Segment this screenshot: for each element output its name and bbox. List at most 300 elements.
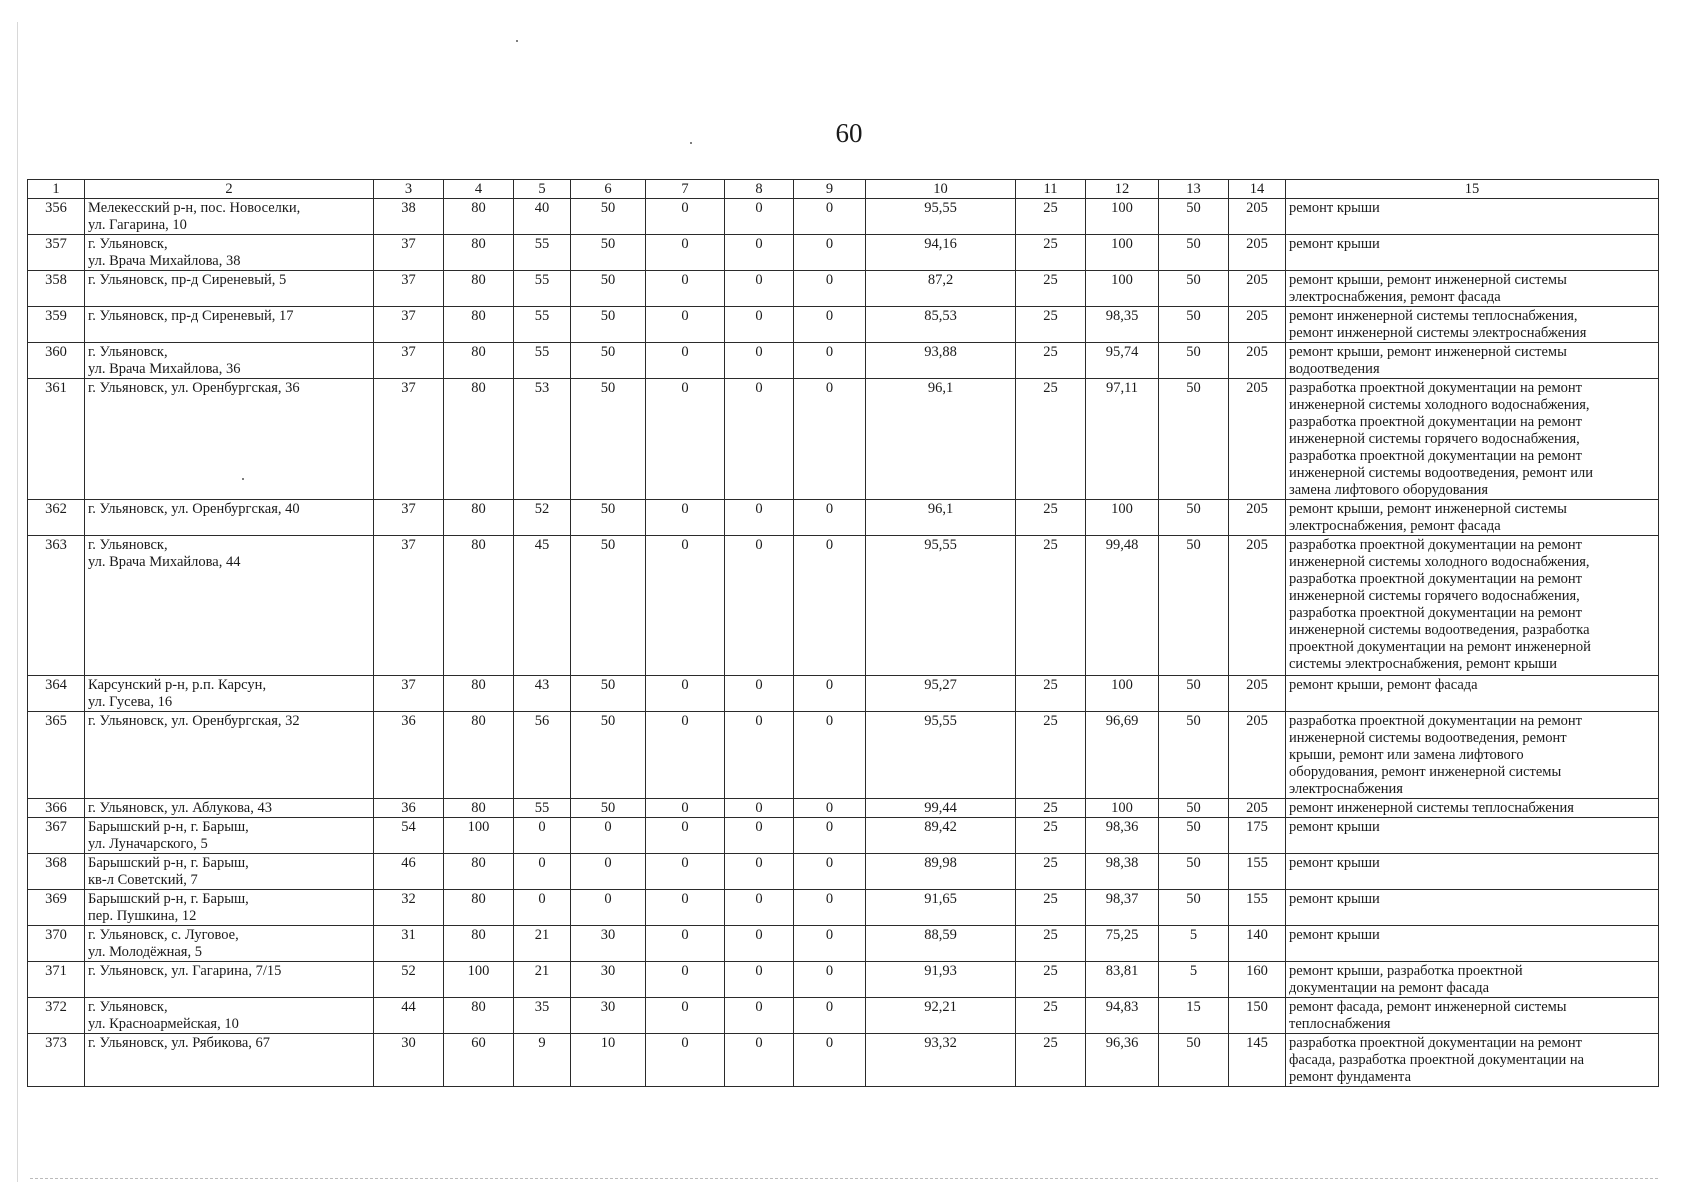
value-cell-col-14: 205 [1229, 307, 1286, 343]
works-line: разработка проектной документации на ремонт [1289, 571, 1582, 587]
works-line: разработка проектной документации на ремонт [1289, 537, 1582, 553]
value-cell-col-4: 80 [444, 199, 514, 235]
works-line: ремонт крыши [1289, 236, 1380, 252]
row-number-cell: 368 [28, 854, 85, 890]
page-number: 60 [835, 118, 863, 148]
address-cell [85, 962, 374, 998]
value-cell-col-6: 50 [571, 235, 646, 271]
value-cell-col-4: 80 [444, 712, 514, 799]
works-line: инженерной системы горячего водоснабжения, [1289, 588, 1580, 604]
value-cell-col-4: 100 [444, 962, 514, 998]
value-cell-col-7: 0 [646, 343, 725, 379]
value-cell-col-10: 95,27 [866, 676, 1016, 712]
value-cell-col-13: 50 [1159, 271, 1229, 307]
value-cell-col-9: 0 [794, 676, 866, 712]
value-cell-col-8: 0 [725, 799, 794, 818]
address-line: г. Ульяновск, ул. Рябикова, 67 [88, 1035, 271, 1051]
value-cell-col-4: 80 [444, 379, 514, 500]
value-cell-col-5: 21 [514, 926, 571, 962]
value-cell-col-7: 0 [646, 712, 725, 799]
value-cell-col-12: 97,11 [1086, 379, 1159, 500]
address-line: г. Ульяновск, [88, 236, 168, 252]
address-line: г. Ульяновск, ул. Аблукова, 43 [88, 800, 272, 816]
value-cell-col-8: 0 [725, 500, 794, 536]
value-cell-col-12: 100 [1086, 676, 1159, 712]
value-cell-col-14: 155 [1229, 890, 1286, 926]
table-row [28, 998, 1659, 1034]
column-header-8: 8 [725, 180, 794, 199]
column-header-5: 5 [514, 180, 571, 199]
value-cell-col-3: 52 [374, 962, 444, 998]
address-line: г. Ульяновск, с. Луговое, [88, 927, 239, 943]
value-cell-col-4: 80 [444, 890, 514, 926]
row-number-cell: 360 [28, 343, 85, 379]
works-line: разработка проектной документации на ремонт [1289, 380, 1582, 396]
repair-schedule-table [27, 179, 1659, 1087]
column-header-11: 11 [1016, 180, 1086, 199]
value-cell-col-11: 25 [1016, 799, 1086, 818]
value-cell-col-4: 80 [444, 926, 514, 962]
address-line: ул. Красноармейская, 10 [88, 1016, 239, 1032]
value-cell-col-13: 50 [1159, 343, 1229, 379]
value-cell-col-11: 25 [1016, 998, 1086, 1034]
address-cell [85, 998, 374, 1034]
value-cell-col-10: 91,65 [866, 890, 1016, 926]
value-cell-col-3: 31 [374, 926, 444, 962]
value-cell-col-13: 50 [1159, 890, 1229, 926]
value-cell-col-11: 25 [1016, 890, 1086, 926]
value-cell-col-12: 96,69 [1086, 712, 1159, 799]
column-header-2: 2 [85, 180, 374, 199]
value-cell-col-12: 95,74 [1086, 343, 1159, 379]
value-cell-col-5: 0 [514, 890, 571, 926]
row-number-cell: 367 [28, 818, 85, 854]
works-line: инженерной системы водоотведения, разработка [1289, 622, 1590, 638]
works-line: ремонт крыши [1289, 200, 1380, 216]
value-cell-col-13: 50 [1159, 307, 1229, 343]
value-cell-col-5: 55 [514, 799, 571, 818]
value-cell-col-5: 35 [514, 998, 571, 1034]
address-line: ул. Луначарского, 5 [88, 836, 208, 852]
value-cell-col-13: 50 [1159, 536, 1229, 676]
column-header-10: 10 [866, 180, 1016, 199]
value-cell-col-8: 0 [725, 890, 794, 926]
value-cell-col-7: 0 [646, 854, 725, 890]
works-line: инженерной системы водоотведения, ремонт или [1289, 465, 1594, 481]
works-line: электроснабжения, ремонт фасада [1289, 289, 1501, 305]
address-line: г. Ульяновск, ул. Оренбургская, 32 [88, 713, 300, 729]
works-line: ремонт крыши, ремонт инженерной системы [1289, 272, 1567, 288]
value-cell-col-13: 50 [1159, 1034, 1229, 1087]
value-cell-col-5: 40 [514, 199, 571, 235]
value-cell-col-7: 0 [646, 235, 725, 271]
column-header-7: 7 [646, 180, 725, 199]
value-cell-col-9: 0 [794, 271, 866, 307]
value-cell-col-3: 32 [374, 890, 444, 926]
value-cell-col-6: 50 [571, 536, 646, 676]
scan-edge [17, 22, 18, 1182]
value-cell-col-14: 150 [1229, 998, 1286, 1034]
address-cell [85, 799, 374, 818]
value-cell-col-13: 50 [1159, 676, 1229, 712]
value-cell-col-3: 37 [374, 235, 444, 271]
value-cell-col-3: 30 [374, 1034, 444, 1087]
value-cell-col-11: 25 [1016, 199, 1086, 235]
value-cell-col-7: 0 [646, 1034, 725, 1087]
address-line: Барышский р-н, г. Барыш, [88, 819, 249, 835]
address-line: ул. Врача Михайлова, 38 [88, 253, 241, 269]
works-cell [1286, 536, 1659, 676]
value-cell-col-6: 0 [571, 818, 646, 854]
value-cell-col-5: 52 [514, 500, 571, 536]
value-cell-col-5: 43 [514, 676, 571, 712]
value-cell-col-10: 99,44 [866, 799, 1016, 818]
works-cell [1286, 500, 1659, 536]
table-row [28, 1034, 1659, 1087]
value-cell-col-7: 0 [646, 500, 725, 536]
value-cell-col-5: 53 [514, 379, 571, 500]
value-cell-col-6: 10 [571, 1034, 646, 1087]
table-row [28, 343, 1659, 379]
value-cell-col-6: 30 [571, 926, 646, 962]
value-cell-col-5: 55 [514, 235, 571, 271]
value-cell-col-8: 0 [725, 235, 794, 271]
address-line: ул. Гагарина, 10 [88, 217, 187, 233]
value-cell-col-11: 25 [1016, 500, 1086, 536]
row-number-cell: 366 [28, 799, 85, 818]
column-header-4: 4 [444, 180, 514, 199]
value-cell-col-7: 0 [646, 926, 725, 962]
value-cell-col-6: 50 [571, 379, 646, 500]
value-cell-col-11: 25 [1016, 235, 1086, 271]
value-cell-col-12: 94,83 [1086, 998, 1159, 1034]
works-line: ремонт крыши [1289, 927, 1380, 943]
value-cell-col-14: 205 [1229, 199, 1286, 235]
value-cell-col-4: 80 [444, 799, 514, 818]
address-line: кв-л Советский, 7 [88, 872, 198, 888]
value-cell-col-13: 15 [1159, 998, 1229, 1034]
address-line: г. Ульяновск, [88, 537, 168, 553]
value-cell-col-9: 0 [794, 500, 866, 536]
value-cell-col-9: 0 [794, 818, 866, 854]
value-cell-col-3: 37 [374, 500, 444, 536]
value-cell-col-5: 56 [514, 712, 571, 799]
address-line: г. Ульяновск, ул. Гагарина, 7/15 [88, 963, 282, 979]
value-cell-col-8: 0 [725, 818, 794, 854]
row-number-cell: 362 [28, 500, 85, 536]
value-cell-col-11: 25 [1016, 854, 1086, 890]
table-row [28, 799, 1659, 818]
address-cell [85, 926, 374, 962]
value-cell-col-13: 50 [1159, 799, 1229, 818]
value-cell-col-14: 205 [1229, 271, 1286, 307]
value-cell-col-10: 89,42 [866, 818, 1016, 854]
value-cell-col-12: 96,36 [1086, 1034, 1159, 1087]
address-line: ул. Врача Михайлова, 36 [88, 361, 241, 377]
works-line: ремонт крыши [1289, 819, 1380, 835]
works-cell [1286, 799, 1659, 818]
works-cell [1286, 962, 1659, 998]
works-line: ремонт крыши, ремонт инженерной системы [1289, 501, 1567, 517]
table-row [28, 307, 1659, 343]
value-cell-col-14: 205 [1229, 536, 1286, 676]
column-header-1: 1 [28, 180, 85, 199]
value-cell-col-3: 37 [374, 379, 444, 500]
works-line: инженерной системы водоотведения, ремонт [1289, 730, 1567, 746]
works-cell [1286, 818, 1659, 854]
value-cell-col-8: 0 [725, 854, 794, 890]
value-cell-col-3: 37 [374, 536, 444, 676]
value-cell-col-10: 96,1 [866, 500, 1016, 536]
value-cell-col-12: 83,81 [1086, 962, 1159, 998]
works-line: электроснабжения [1289, 781, 1403, 797]
value-cell-col-10: 91,93 [866, 962, 1016, 998]
value-cell-col-6: 50 [571, 500, 646, 536]
value-cell-col-9: 0 [794, 307, 866, 343]
value-cell-col-6: 50 [571, 712, 646, 799]
value-cell-col-3: 37 [374, 307, 444, 343]
value-cell-col-5: 0 [514, 818, 571, 854]
value-cell-col-7: 0 [646, 962, 725, 998]
works-line: разработка проектной документации на ремонт [1289, 448, 1582, 464]
value-cell-col-14: 205 [1229, 500, 1286, 536]
value-cell-col-4: 80 [444, 676, 514, 712]
value-cell-col-9: 0 [794, 890, 866, 926]
value-cell-col-12: 98,35 [1086, 307, 1159, 343]
value-cell-col-13: 50 [1159, 500, 1229, 536]
value-cell-col-10: 95,55 [866, 199, 1016, 235]
works-line: инженерной системы холодного водоснабжения, [1289, 397, 1590, 413]
value-cell-col-6: 50 [571, 199, 646, 235]
address-cell [85, 235, 374, 271]
column-header-9: 9 [794, 180, 866, 199]
value-cell-col-11: 25 [1016, 818, 1086, 854]
value-cell-col-12: 99,48 [1086, 536, 1159, 676]
row-number-cell: 358 [28, 271, 85, 307]
works-line: проектной документации на ремонт инженерной [1289, 639, 1591, 655]
address-cell [85, 676, 374, 712]
value-cell-col-11: 25 [1016, 962, 1086, 998]
value-cell-col-14: 205 [1229, 235, 1286, 271]
works-line: системы электроснабжения, ремонт крыши [1289, 656, 1557, 672]
value-cell-col-10: 96,1 [866, 379, 1016, 500]
value-cell-col-3: 46 [374, 854, 444, 890]
value-cell-col-4: 80 [444, 307, 514, 343]
value-cell-col-10: 92,21 [866, 998, 1016, 1034]
address-cell [85, 199, 374, 235]
works-line: разработка проектной документации на ремонт [1289, 605, 1582, 621]
value-cell-col-6: 50 [571, 307, 646, 343]
value-cell-col-13: 50 [1159, 379, 1229, 500]
value-cell-col-4: 80 [444, 235, 514, 271]
value-cell-col-14: 205 [1229, 343, 1286, 379]
value-cell-col-10: 85,53 [866, 307, 1016, 343]
table-row [28, 379, 1659, 500]
value-cell-col-14: 160 [1229, 962, 1286, 998]
works-line: оборудования, ремонт инженерной системы [1289, 764, 1562, 780]
value-cell-col-3: 54 [374, 818, 444, 854]
value-cell-col-6: 0 [571, 854, 646, 890]
table-row [28, 235, 1659, 271]
value-cell-col-7: 0 [646, 379, 725, 500]
value-cell-col-8: 0 [725, 271, 794, 307]
works-cell [1286, 379, 1659, 500]
value-cell-col-10: 95,55 [866, 712, 1016, 799]
address-line: г. Ульяновск, ул. Оренбургская, 40 [88, 501, 300, 517]
value-cell-col-8: 0 [725, 962, 794, 998]
value-cell-col-14: 175 [1229, 818, 1286, 854]
value-cell-col-7: 0 [646, 998, 725, 1034]
row-number-cell: 363 [28, 536, 85, 676]
value-cell-col-3: 44 [374, 998, 444, 1034]
value-cell-col-7: 0 [646, 676, 725, 712]
value-cell-col-13: 5 [1159, 926, 1229, 962]
table-row [28, 818, 1659, 854]
works-line: разработка проектной документации на ремонт [1289, 713, 1582, 729]
value-cell-col-9: 0 [794, 235, 866, 271]
address-line: Барышский р-н, г. Барыш, [88, 891, 249, 907]
works-cell [1286, 199, 1659, 235]
works-line: ремонт крыши [1289, 855, 1380, 871]
value-cell-col-12: 100 [1086, 271, 1159, 307]
address-cell [85, 343, 374, 379]
works-cell [1286, 1034, 1659, 1087]
value-cell-col-4: 80 [444, 854, 514, 890]
address-line: Мелекесский р-н, пос. Новоселки, [88, 200, 301, 216]
column-header-12: 12 [1086, 180, 1159, 199]
works-cell [1286, 235, 1659, 271]
value-cell-col-7: 0 [646, 536, 725, 676]
value-cell-col-14: 205 [1229, 676, 1286, 712]
address-cell [85, 712, 374, 799]
works-cell [1286, 676, 1659, 712]
value-cell-col-7: 0 [646, 307, 725, 343]
value-cell-col-9: 0 [794, 926, 866, 962]
value-cell-col-7: 0 [646, 799, 725, 818]
value-cell-col-9: 0 [794, 199, 866, 235]
scan-speck [516, 40, 518, 42]
works-line: водоотведения [1289, 361, 1380, 377]
value-cell-col-12: 100 [1086, 235, 1159, 271]
address-cell [85, 271, 374, 307]
address-line: г. Ульяновск, [88, 999, 168, 1015]
row-number-cell: 357 [28, 235, 85, 271]
value-cell-col-8: 0 [725, 379, 794, 500]
value-cell-col-13: 5 [1159, 962, 1229, 998]
column-header-6: 6 [571, 180, 646, 199]
value-cell-col-14: 205 [1229, 799, 1286, 818]
value-cell-col-7: 0 [646, 271, 725, 307]
value-cell-col-5: 55 [514, 307, 571, 343]
works-line: инженерной системы горячего водоснабжения, [1289, 431, 1580, 447]
works-line: фасада, разработка проектной документации на [1289, 1052, 1585, 1068]
value-cell-col-11: 25 [1016, 536, 1086, 676]
value-cell-col-12: 100 [1086, 500, 1159, 536]
works-line: ремонт крыши, разработка проектной [1289, 963, 1523, 979]
works-cell [1286, 998, 1659, 1034]
scan-bottom-edge [30, 1178, 1658, 1179]
works-line: ремонт фасада, ремонт инженерной системы [1289, 999, 1567, 1015]
table-row [28, 926, 1659, 962]
value-cell-col-14: 205 [1229, 379, 1286, 500]
address-cell [85, 536, 374, 676]
value-cell-col-4: 100 [444, 818, 514, 854]
value-cell-col-6: 50 [571, 271, 646, 307]
value-cell-col-6: 30 [571, 998, 646, 1034]
value-cell-col-11: 25 [1016, 343, 1086, 379]
value-cell-col-5: 45 [514, 536, 571, 676]
value-cell-col-14: 205 [1229, 712, 1286, 799]
value-cell-col-12: 98,37 [1086, 890, 1159, 926]
value-cell-col-4: 80 [444, 500, 514, 536]
address-line: г. Ульяновск, пр-д Сиреневый, 5 [88, 272, 287, 288]
table-row [28, 890, 1659, 926]
value-cell-col-10: 94,16 [866, 235, 1016, 271]
address-cell [85, 307, 374, 343]
row-number-cell: 372 [28, 998, 85, 1034]
column-header-15: 15 [1286, 180, 1659, 199]
value-cell-col-10: 88,59 [866, 926, 1016, 962]
value-cell-col-11: 25 [1016, 926, 1086, 962]
value-cell-col-4: 80 [444, 271, 514, 307]
value-cell-col-4: 60 [444, 1034, 514, 1087]
works-line: ремонт крыши, ремонт фасада [1289, 677, 1478, 693]
value-cell-col-8: 0 [725, 199, 794, 235]
value-cell-col-7: 0 [646, 818, 725, 854]
address-cell [85, 500, 374, 536]
value-cell-col-3: 38 [374, 199, 444, 235]
value-cell-col-13: 50 [1159, 818, 1229, 854]
value-cell-col-4: 80 [444, 343, 514, 379]
works-line: ремонт крыши [1289, 891, 1380, 907]
value-cell-col-10: 87,2 [866, 271, 1016, 307]
value-cell-col-3: 37 [374, 343, 444, 379]
value-cell-col-11: 25 [1016, 379, 1086, 500]
value-cell-col-6: 50 [571, 799, 646, 818]
value-cell-col-12: 100 [1086, 799, 1159, 818]
works-line: крыши, ремонт или замена лифтового [1289, 747, 1524, 763]
works-line: инженерной системы холодного водоснабжения, [1289, 554, 1590, 570]
address-line: г. Ульяновск, ул. Оренбургская, 36 [88, 380, 300, 396]
row-number-cell: 364 [28, 676, 85, 712]
works-cell [1286, 926, 1659, 962]
works-line: теплоснабжения [1289, 1016, 1391, 1032]
address-line: г. Ульяновск, [88, 344, 168, 360]
address-cell [85, 379, 374, 500]
value-cell-col-9: 0 [794, 712, 866, 799]
value-cell-col-8: 0 [725, 536, 794, 676]
row-number-cell: 365 [28, 712, 85, 799]
works-line: разработка проектной документации на ремонт [1289, 1035, 1582, 1051]
address-cell [85, 818, 374, 854]
value-cell-col-8: 0 [725, 712, 794, 799]
row-number-cell: 369 [28, 890, 85, 926]
value-cell-col-11: 25 [1016, 271, 1086, 307]
value-cell-col-9: 0 [794, 799, 866, 818]
value-cell-col-11: 25 [1016, 676, 1086, 712]
value-cell-col-5: 21 [514, 962, 571, 998]
value-cell-col-10: 93,32 [866, 1034, 1016, 1087]
value-cell-col-7: 0 [646, 199, 725, 235]
table-row [28, 854, 1659, 890]
value-cell-col-5: 0 [514, 854, 571, 890]
row-number-cell: 371 [28, 962, 85, 998]
value-cell-col-9: 0 [794, 343, 866, 379]
table-row [28, 536, 1659, 676]
value-cell-col-12: 75,25 [1086, 926, 1159, 962]
value-cell-col-9: 0 [794, 854, 866, 890]
value-cell-col-13: 50 [1159, 199, 1229, 235]
